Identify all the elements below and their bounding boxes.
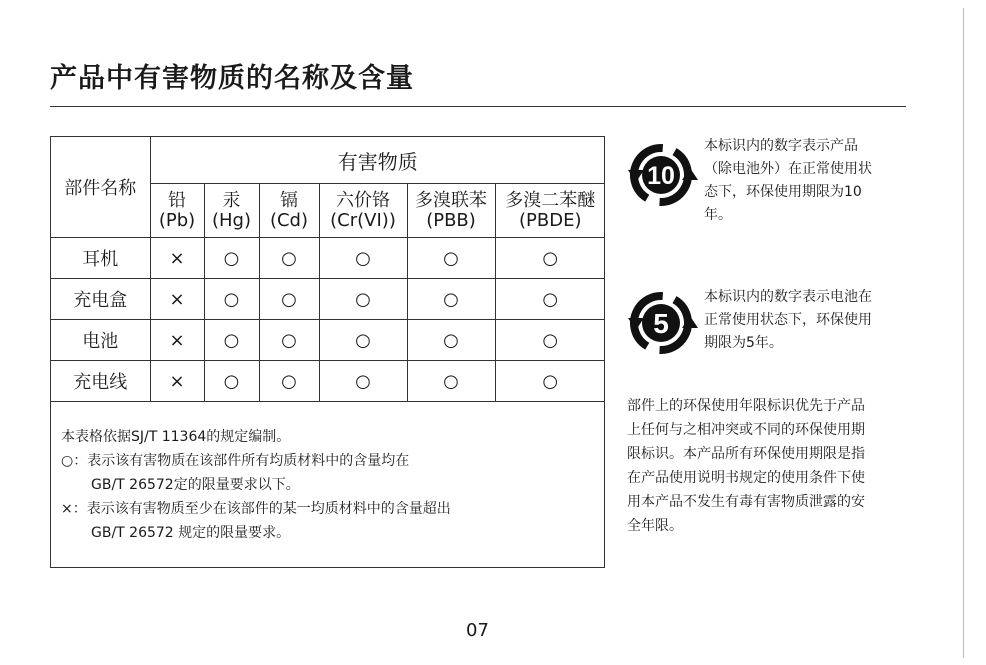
- table-notes: [61, 425, 451, 545]
- desc-line: （除电池外）在正常使用状: [704, 161, 872, 177]
- table-row: [51, 320, 605, 361]
- substance-header: [407, 184, 495, 238]
- substance-symbol: (Cd): [269, 209, 309, 231]
- mark-cell: ×: [150, 238, 204, 279]
- substance-name: 汞: [222, 189, 241, 211]
- substance-symbol: (Cr(VI)): [330, 209, 396, 231]
- desc-line: 态下，环保使用期限为10: [704, 184, 862, 200]
- part-name: 电池: [51, 320, 150, 361]
- para-line: 在产品使用说明书规定的使用条件下使: [627, 470, 865, 486]
- mark-cell: ×: [150, 279, 204, 320]
- mark-cell: ○: [495, 238, 605, 279]
- mark-cell: ○: [204, 238, 259, 279]
- mark-cell: ○: [319, 361, 407, 402]
- para-line: 全年限。: [627, 518, 683, 534]
- logo-number: 10: [647, 162, 675, 190]
- substance-name: 多溴二苯醚: [505, 189, 596, 211]
- mark-cell: ○: [259, 320, 319, 361]
- mark-cell: ○: [319, 320, 407, 361]
- title-divider: [50, 106, 906, 107]
- mark-cell: ○: [204, 279, 259, 320]
- substance-header: [495, 184, 605, 238]
- note-line: GB/T 26572定的限量要求以下。: [91, 477, 300, 493]
- mark-cell: ○: [319, 279, 407, 320]
- logo-number: 5: [653, 308, 669, 339]
- note-line: 本表格依据SJ/T 11364的规定编制。: [61, 429, 291, 445]
- table-row: [51, 279, 605, 320]
- substance-symbol: (Hg): [211, 209, 251, 231]
- desc-line: 本标识内的数字表示产品: [704, 138, 858, 154]
- substance-symbol: (PBB): [426, 209, 476, 231]
- note-line: ○：表示该有害物质在该部件所有均质材料中的含量均在: [61, 453, 410, 469]
- note-line: ×：表示该有害物质至少在该部件的某一均质材料中的含量超出: [61, 501, 451, 517]
- mark-cell: ○: [319, 238, 407, 279]
- para-line: 用本产品不发生有毒有害物质泄露的安: [627, 494, 865, 510]
- substance-header: [204, 184, 259, 238]
- hazard-group-header: 有害物质: [150, 137, 605, 184]
- mark-cell: ○: [407, 238, 495, 279]
- substance-header: [259, 184, 319, 238]
- desc-line: 年。: [704, 207, 732, 223]
- mark-cell: ○: [495, 361, 605, 402]
- desc-line: 期限为5年。: [704, 335, 783, 351]
- hazard-table-box: [50, 136, 605, 568]
- mark-cell: ○: [495, 279, 605, 320]
- part-name: 充电盒: [51, 279, 150, 320]
- substance-name: 铅: [168, 189, 186, 211]
- mark-cell: ×: [150, 320, 204, 361]
- substance-header: [319, 184, 407, 238]
- substance-symbol: (PBDE): [519, 209, 582, 231]
- mark-cell: ○: [407, 320, 495, 361]
- para-line: 限标识。本产品所有环保使用期限是指: [627, 446, 865, 462]
- part-name: 耳机: [51, 238, 150, 279]
- mark-cell: ○: [204, 361, 259, 402]
- logo10-description: [704, 135, 872, 227]
- page-number: 07: [466, 620, 489, 641]
- priority-paragraph: [627, 394, 909, 538]
- mark-cell: ○: [259, 279, 319, 320]
- substance-name: 镉: [280, 189, 298, 211]
- desc-line: 本标识内的数字表示电池在: [704, 289, 872, 305]
- mark-cell: ×: [150, 361, 204, 402]
- mark-cell: ○: [495, 320, 605, 361]
- note-line: GB/T 26572 规定的限量要求。: [91, 525, 291, 541]
- mark-cell: ○: [407, 361, 495, 402]
- part-name-header: 部件名称: [51, 137, 150, 238]
- table-row: [51, 238, 605, 279]
- table-row: [51, 361, 605, 402]
- para-line: 上任何与之相冲突或不同的环保使用期: [627, 422, 865, 438]
- substance-header: [150, 184, 204, 238]
- substance-symbol: (Pb): [158, 209, 196, 231]
- mark-cell: ○: [259, 361, 319, 402]
- eco-period-5-icon: [624, 286, 698, 360]
- eco-period-10-icon: [624, 138, 698, 212]
- part-name: 充电线: [51, 361, 150, 402]
- para-line: 部件上的环保使用年限标识优先于产品: [627, 398, 865, 414]
- page-title: 产品中有害物质的名称及含量: [50, 63, 414, 94]
- hazard-table: [51, 137, 605, 402]
- mark-cell: ○: [407, 279, 495, 320]
- mark-cell: ○: [259, 238, 319, 279]
- substance-name: 六价铬: [336, 189, 390, 211]
- page-edge-line: [963, 8, 964, 658]
- substance-name: 多溴联苯: [415, 189, 487, 211]
- logo5-description: [704, 286, 872, 355]
- desc-line: 正常使用状态下，环保使用: [704, 312, 872, 328]
- mark-cell: ○: [204, 320, 259, 361]
